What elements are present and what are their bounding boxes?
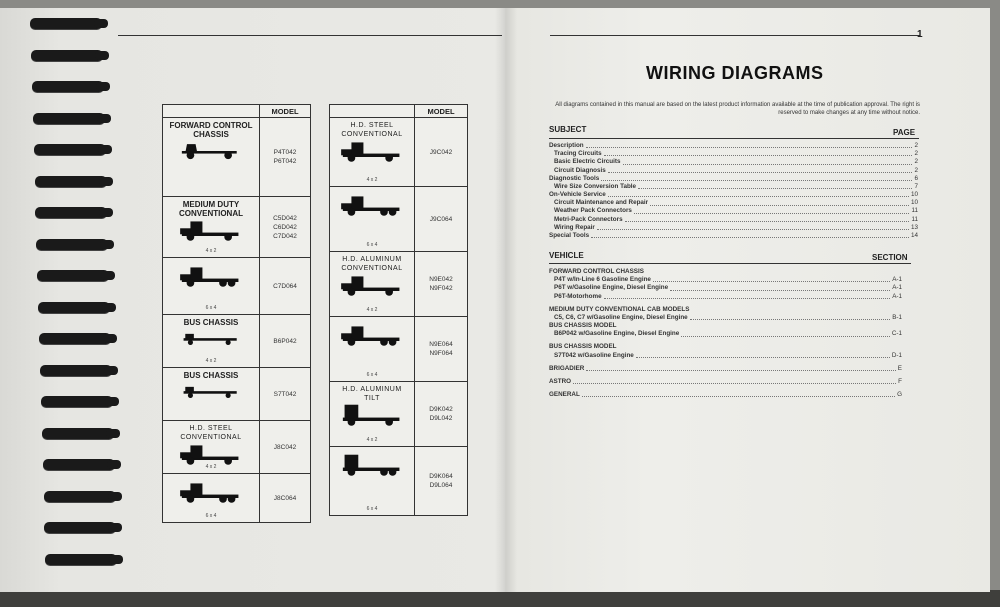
vehicle-cell [163, 315, 260, 368]
toc-entry-label: ASTRO [549, 378, 572, 386]
toc-entry-page: C-1 [891, 330, 902, 338]
drive-config-label: 4 x 2 [366, 437, 378, 443]
toc-entry-label: Diagnostic Tools [549, 174, 600, 182]
truck-silhouette-icon [176, 442, 246, 466]
toc-entry-label: Tracing Circuits [554, 150, 602, 158]
drive-config-label: 6 x 4 [366, 506, 378, 512]
model-code: N9F064 [429, 350, 453, 357]
binding-coil [42, 428, 114, 439]
toc-entry-label: On-Vehicle Service [549, 191, 606, 199]
drive-config-label: 6 x 4 [366, 372, 378, 378]
vehicle-cell [330, 382, 415, 447]
model-cell [415, 252, 468, 317]
toc-entry [549, 322, 902, 330]
header-rule-left [118, 35, 502, 36]
truck-silhouette-icon [337, 273, 407, 297]
model-code: S7T042 [273, 390, 297, 398]
truck-silhouette-icon [337, 323, 407, 347]
toc-entry-label: Circuit Maintenance and Repair [554, 199, 649, 207]
toc-entry-label: P6T w/Gasoline Engine, Diesel Engine [554, 284, 669, 292]
toc-entry-label: BUS CHASSIS MODEL [549, 322, 617, 330]
toc-leader-dots [670, 290, 890, 291]
toc-entry-label: Weather Pack Connectors [554, 207, 632, 215]
binding-coil [37, 270, 109, 281]
toc-entry [549, 306, 902, 314]
toc-leader-dots [681, 336, 890, 337]
model-code: D9L042 [429, 415, 453, 422]
toc-leader-dots [625, 221, 910, 222]
vehicle-cell [163, 368, 260, 421]
table-row [330, 317, 468, 382]
model-cell [260, 258, 311, 315]
toc-entry-label: P4T w/In-Line 6 Gasoline Engine [554, 276, 651, 284]
model-code: B6P042 [273, 337, 297, 345]
toc-leader-dots [591, 237, 909, 238]
toc-entry-label: Basic Electric Circuits [554, 158, 621, 166]
binding-coil [39, 333, 111, 344]
toc-leader-dots [650, 205, 909, 206]
vehicle-type-label: BUS CHASSIS [183, 371, 239, 380]
toc-entry [549, 183, 918, 191]
toc-entry [549, 199, 918, 207]
toc-entry-page: A-1 [892, 284, 902, 292]
table-row [163, 368, 311, 421]
toc-entry-page: A-1 [892, 276, 902, 284]
binding-coil [43, 459, 115, 470]
toc-entry-page: D-1 [891, 351, 902, 359]
binding-coil [45, 554, 117, 565]
model-code: C6D042 [273, 223, 297, 231]
truck-silhouette-icon [337, 193, 407, 217]
toc-entry-page: 6 [914, 174, 918, 182]
toc-entry [549, 175, 918, 183]
binding-coil [35, 207, 107, 218]
binding-coil [44, 522, 116, 533]
toc-entry [549, 276, 902, 284]
toc-entry-label: GENERAL [549, 391, 580, 399]
background-table [0, 590, 1000, 607]
vehicle-model-table-left [162, 104, 311, 523]
toc-entry-page: 2 [914, 158, 918, 166]
drive-config-label: 4 x 2 [205, 464, 217, 470]
toc-entry-label: MEDIUM DUTY CONVENTIONAL CAB MODELS [549, 305, 690, 313]
truck-silhouette-icon [176, 480, 246, 504]
table-row [163, 118, 311, 197]
binding-coil [34, 144, 106, 155]
toc-entry-page: 2 [914, 150, 918, 158]
toc-entry-label: Wire Size Conversion Table [554, 182, 637, 190]
toc-entry-page: 11 [911, 207, 918, 215]
toc-entry-label: Wiring Repair [554, 223, 595, 231]
toc-entry [549, 158, 918, 166]
model-code: J8C064 [273, 494, 297, 502]
toc-leader-dots [586, 147, 913, 148]
section-column-header: SECTION [872, 253, 908, 262]
model-cell [260, 368, 311, 421]
toc-entry [549, 191, 918, 199]
page-column-header: PAGE [893, 128, 916, 137]
vehicle-type-label: H.D. STEEL CONVENTIONAL [341, 122, 403, 138]
drive-config-label: 6 x 4 [205, 513, 217, 519]
model-code: N9E064 [429, 341, 453, 348]
toc-entry-page: F [898, 378, 902, 386]
binding-coil [44, 491, 116, 502]
toc-leader-dots [608, 196, 909, 197]
vehicle-cell [330, 187, 415, 252]
toc-entry-page: G [897, 391, 902, 399]
toc-leader-dots [582, 396, 895, 397]
binding-coil [32, 81, 104, 92]
toc-entry [549, 344, 902, 352]
model-code: D9K042 [429, 406, 453, 413]
vehicle-type-label: H.D. ALUMINUM TILT [342, 386, 402, 402]
toc-entry-label: Circuit Diagnosis [554, 166, 606, 174]
toc-entry [549, 378, 902, 386]
model-code: N9E042 [429, 276, 453, 283]
truck-silhouette-icon [176, 264, 246, 288]
drive-config-label: 4 x 2 [366, 307, 378, 313]
toc-leader-dots [573, 383, 896, 384]
model-cell [415, 118, 468, 187]
subject-header: SUBJECT [549, 125, 587, 134]
model-code: J9C042 [429, 148, 453, 156]
model-code: J8C042 [273, 443, 297, 451]
toc-leader-dots [608, 172, 913, 173]
vehicle-cell [163, 118, 260, 197]
toc-entry [549, 268, 902, 276]
vehicle-column-header [163, 105, 260, 118]
toc-leader-dots [601, 180, 912, 181]
toc-entry-page: 2 [914, 141, 918, 149]
vehicle-column-header [330, 105, 415, 118]
model-cell [260, 474, 311, 523]
model-code: P6T042 [273, 158, 297, 165]
toc-entry-label: BUS CHASSIS MODEL [549, 343, 617, 351]
toc-entry-page: 13 [910, 223, 918, 231]
header-rule-right [550, 35, 920, 36]
toc-leader-dots [634, 213, 910, 214]
toc-entry [549, 314, 902, 322]
subject-toc [549, 142, 918, 240]
truck-silhouette-icon [176, 139, 246, 163]
model-code: N9F042 [429, 285, 453, 292]
model-code: C5D042 [273, 214, 297, 222]
vehicle-model-table-right [329, 104, 468, 516]
binding-coil [38, 302, 110, 313]
toc-entry [549, 365, 902, 373]
model-cell [415, 447, 468, 516]
vehicle-cell [330, 317, 415, 382]
model-cell [415, 187, 468, 252]
toc-entry-page: 14 [910, 232, 918, 240]
binding-coil [33, 113, 105, 124]
binding-coil [40, 365, 112, 376]
toc-entry [549, 293, 902, 301]
model-column-header: MODEL [260, 105, 311, 118]
vehicle-cell [163, 258, 260, 315]
truck-silhouette-icon [176, 327, 246, 351]
table-row [330, 252, 468, 317]
truck-silhouette-icon [337, 453, 407, 477]
toc-entry [549, 150, 918, 158]
vehicle-type-label: FORWARD CONTROL CHASSIS [169, 121, 253, 139]
toc-entry [549, 216, 918, 224]
truck-silhouette-icon [176, 218, 246, 242]
toc-leader-dots [604, 298, 891, 299]
spine-shadow [495, 8, 517, 592]
page-number: 1 [917, 29, 923, 40]
truck-silhouette-icon [337, 139, 407, 163]
toc-entry-label: Description [549, 141, 584, 149]
toc-entry-page: 10 [910, 199, 918, 207]
model-code: P4T042 [273, 149, 297, 156]
spiral-binding [24, 18, 104, 588]
subject-rule [549, 138, 919, 139]
table-row [163, 258, 311, 315]
binding-coil [30, 18, 102, 29]
drive-config-label: 6 x 4 [366, 242, 378, 248]
toc-leader-dots [586, 370, 895, 371]
page-title: WIRING DIAGRAMS [646, 63, 824, 83]
toc-leader-dots [638, 188, 912, 189]
table-row [163, 474, 311, 523]
model-code: D9L064 [429, 482, 453, 489]
toc-entry-label: Metri-Pack Connectors [554, 215, 623, 223]
toc-entry [549, 232, 918, 240]
toc-entry-page: B-1 [892, 313, 902, 321]
binding-coil [36, 239, 108, 250]
toc-entry [549, 142, 918, 150]
vehicle-toc [549, 268, 902, 399]
model-code: C7D042 [273, 232, 297, 240]
model-cell [260, 197, 311, 258]
toc-entry-page: 11 [911, 215, 918, 223]
vehicle-type-label: BUS CHASSIS [183, 318, 239, 327]
table-row [163, 315, 311, 368]
drive-config-label: 4 x 2 [205, 248, 217, 254]
toc-entry [549, 284, 902, 292]
toc-leader-dots [597, 229, 909, 230]
model-cell [415, 382, 468, 447]
table-row [330, 118, 468, 187]
toc-entry-page: A-1 [892, 292, 902, 300]
toc-entry-page: 2 [914, 166, 918, 174]
toc-entry [549, 224, 918, 232]
vehicle-header: VEHICLE [549, 251, 584, 260]
binding-coil [31, 50, 103, 61]
drive-config-label: 6 x 4 [205, 305, 217, 311]
model-cell [260, 315, 311, 368]
toc-leader-dots [623, 164, 913, 165]
toc-leader-dots [653, 281, 890, 282]
table-row [163, 421, 311, 474]
model-cell [415, 317, 468, 382]
vehicle-type-label: MEDIUM DUTY CONVENTIONAL [179, 200, 243, 218]
table-row [330, 382, 468, 447]
model-code: C7D064 [273, 282, 297, 290]
vehicle-cell [163, 197, 260, 258]
toc-leader-dots [690, 319, 891, 320]
table-row [330, 447, 468, 516]
toc-entry-label: B6P042 w/Gasoline Engine, Diesel Engine [554, 330, 680, 338]
model-cell [260, 118, 311, 197]
model-code: D9K064 [429, 473, 453, 480]
toc-entry [549, 208, 918, 216]
model-cell [260, 421, 311, 474]
toc-entry [549, 167, 918, 175]
table-row [163, 197, 311, 258]
vehicle-cell [163, 421, 260, 474]
toc-entry-label: BRIGADIER [549, 364, 585, 372]
toc-entry-label: S7T042 w/Gasoline Engine [554, 351, 634, 359]
vehicle-cell [330, 118, 415, 187]
toc-entry [549, 330, 902, 338]
vehicle-type-label: H.D. STEEL CONVENTIONAL [180, 425, 242, 441]
toc-entry-label: Special Tools [549, 232, 590, 240]
vehicle-rule [549, 263, 911, 264]
toc-entry [549, 352, 902, 360]
toc-entry-label: FORWARD CONTROL CHASSIS [549, 267, 644, 275]
vehicle-cell [330, 447, 415, 516]
vehicle-type-label: H.D. ALUMINUM CONVENTIONAL [341, 256, 403, 272]
toc-entry-page: 7 [914, 182, 918, 190]
drive-config-label: 4 x 2 [205, 358, 217, 364]
truck-silhouette-icon [337, 403, 407, 427]
toc-entry-page: 10 [910, 191, 918, 199]
toc-entry-page: E [897, 364, 902, 372]
toc-entry-label: P6T-Motorhome [554, 292, 602, 300]
toc-entry-label: C5, C6, C7 w/Gasoline Engine, Diesel Engine [554, 313, 688, 321]
drive-config-label: 4 x 2 [366, 177, 378, 183]
vehicle-cell [163, 474, 260, 523]
toc-entry [549, 391, 902, 399]
toc-leader-dots [636, 357, 890, 358]
binding-coil [35, 176, 107, 187]
vehicle-cell [330, 252, 415, 317]
toc-leader-dots [604, 155, 913, 156]
table-row [330, 187, 468, 252]
intro-paragraph: All diagrams contained in this manual are based on the latest product information available at the time of publication approval. The right is reserved to make changes at any time without notice. [555, 102, 920, 116]
binding-coil [41, 396, 113, 407]
model-column-header: MODEL [415, 105, 468, 118]
model-code: J9C064 [429, 215, 453, 223]
truck-silhouette-icon [176, 380, 246, 404]
